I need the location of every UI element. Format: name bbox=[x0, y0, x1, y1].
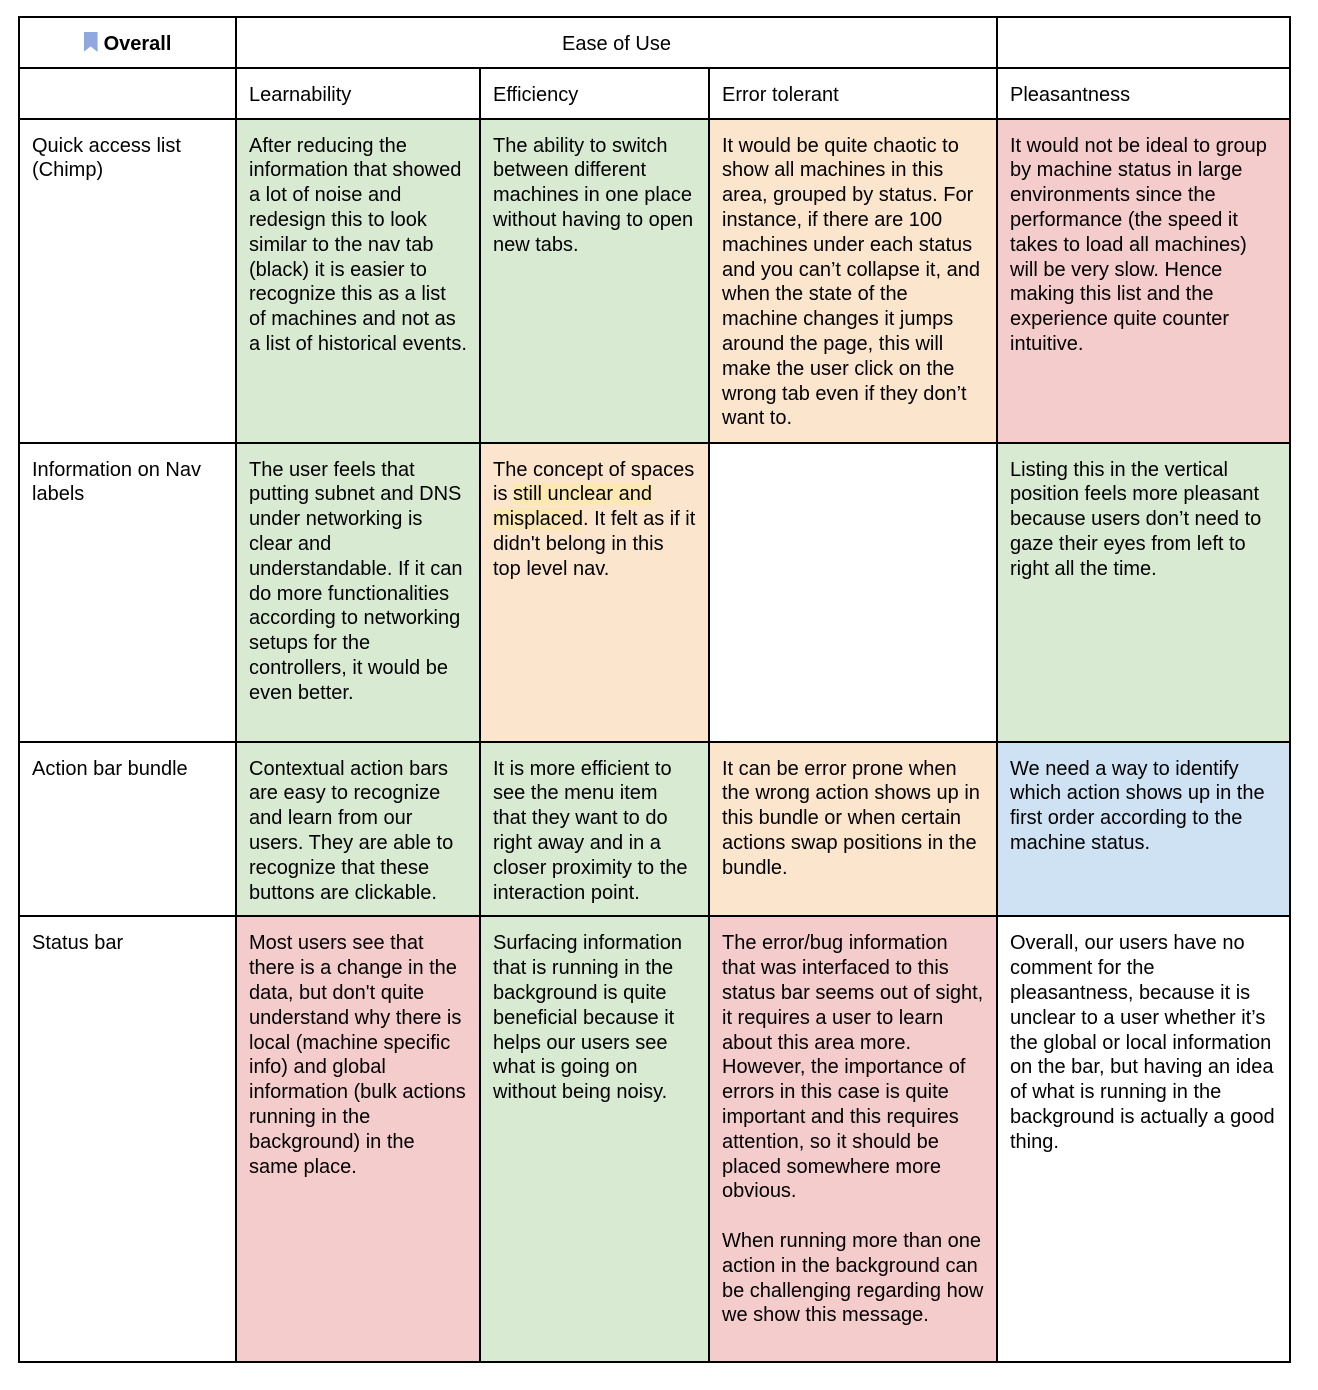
cell-pleasantness: Overall, our users have no comment for the pleasantness, because it is unclear to a user whether it’s the global or local information on the bar, but having an idea of what is running in the background is actually a good thing. bbox=[997, 916, 1290, 1362]
column-header-efficiency: Efficiency bbox=[480, 68, 709, 119]
bookmark-icon bbox=[84, 32, 98, 52]
cell-efficiency: It is more efficient to see the menu item that they want to do right away and in a closer proximity to the interaction point. bbox=[480, 742, 709, 917]
cell-text-end: . It felt as if it didn't belong in this top level nav. bbox=[493, 508, 696, 580]
cell-efficiency: Surfacing information that is running in the background is quite beneficial because it helps our users see what is going on without being noisy. bbox=[480, 916, 709, 1362]
header-row-group bbox=[19, 17, 1290, 68]
highlighted-text: still unclear and misplaced bbox=[493, 483, 652, 531]
empty-corner-cell bbox=[19, 68, 236, 119]
column-header-error-tolerant: Error tolerant bbox=[709, 68, 997, 119]
cell-learnability: The user feels that putting subnet and DNS under networking is clear and understandable. If it can do more functionalities according to networking setups for the controllers, it would be even better. bbox=[236, 443, 480, 742]
cell-pleasantness: Listing this in the vertical position feels more pleasant because users don’t need to gaze their eyes from left to right all the time. bbox=[997, 443, 1290, 742]
cell-pleasantness: It would not be ideal to group by machine status in large environments since the performance (the speed it takes to load all machines) will be very slow. Hence making this list and the experience quite counter intuitive. bbox=[997, 119, 1290, 443]
table-row bbox=[19, 119, 1290, 443]
cell-error-tolerant: It would be quite chaotic to show all machines in this area, grouped by status. For instance, if there are 100 machines under each status and you can’t collapse it, and when the state of the machine changes it jumps around the page, this will make the user click on the wrong tab even if they don’t want to. bbox=[709, 119, 997, 443]
cell-text-start: The concept of spaces is bbox=[493, 458, 695, 506]
table-row bbox=[19, 443, 1290, 742]
cell-pleasantness: We need a way to identify which action shows up in the first order according to the machine status. bbox=[997, 742, 1290, 917]
ease-of-use-header-cell bbox=[236, 17, 997, 68]
cell-efficiency: The ability to switch between different machines in one place without having to open new tabs. bbox=[480, 119, 709, 443]
row-label-status-bar: Status bar bbox=[19, 916, 236, 1362]
row-label-quick-access-list: Quick access list (Chimp) bbox=[19, 119, 236, 443]
cell-error-tolerant-empty bbox=[709, 443, 997, 742]
overall-header-cell bbox=[19, 17, 236, 68]
column-header-pleasantness: Pleasantness bbox=[997, 68, 1290, 119]
table-row bbox=[19, 916, 1290, 1362]
cell-efficiency bbox=[480, 443, 709, 742]
row-label-nav-labels: Information on Nav labels bbox=[19, 443, 236, 742]
cell-paragraph: The error/bug information that was interfaced to this status bar seems out of sight, it requires a user to learn about this area more. However, the importance of errors in this case is quite important and this requires attention, so it should be placed somewhere more obvious. bbox=[722, 932, 984, 1203]
cell-learnability: After reducing the information that showed a lot of noise and redesign this to look similar to the nav tab (black) it is easier to recognize this as a list of machines and not as a list of historical events. bbox=[236, 119, 480, 443]
column-header-learnability: Learnability bbox=[236, 68, 480, 119]
header-row-columns bbox=[19, 68, 1290, 119]
empty-header-cell bbox=[997, 17, 1290, 68]
row-label-action-bar-bundle: Action bar bundle bbox=[19, 742, 236, 917]
ux-evaluation-table bbox=[18, 16, 1291, 1363]
table-row bbox=[19, 742, 1290, 917]
cell-paragraph: When running more than one action in the background can be challenging regarding how we show this message. bbox=[722, 1229, 984, 1327]
cell-error-tolerant: It can be error prone when the wrong action shows up in this bundle or when certain actions swap positions in the bundle. bbox=[709, 742, 997, 917]
overall-label: Overall bbox=[103, 33, 172, 55]
cell-learnability: Contextual action bars are easy to recognize and learn from our users. They are able to recognize that these buttons are clickable. bbox=[236, 742, 480, 917]
cell-learnability: Most users see that there is a change in the data, but don't quite understand why there is local (machine specific info) and global information (bulk actions running in the background) in the same place. bbox=[236, 916, 480, 1362]
cell-error-tolerant bbox=[709, 916, 997, 1362]
ease-of-use-label: Ease of Use bbox=[562, 33, 671, 55]
